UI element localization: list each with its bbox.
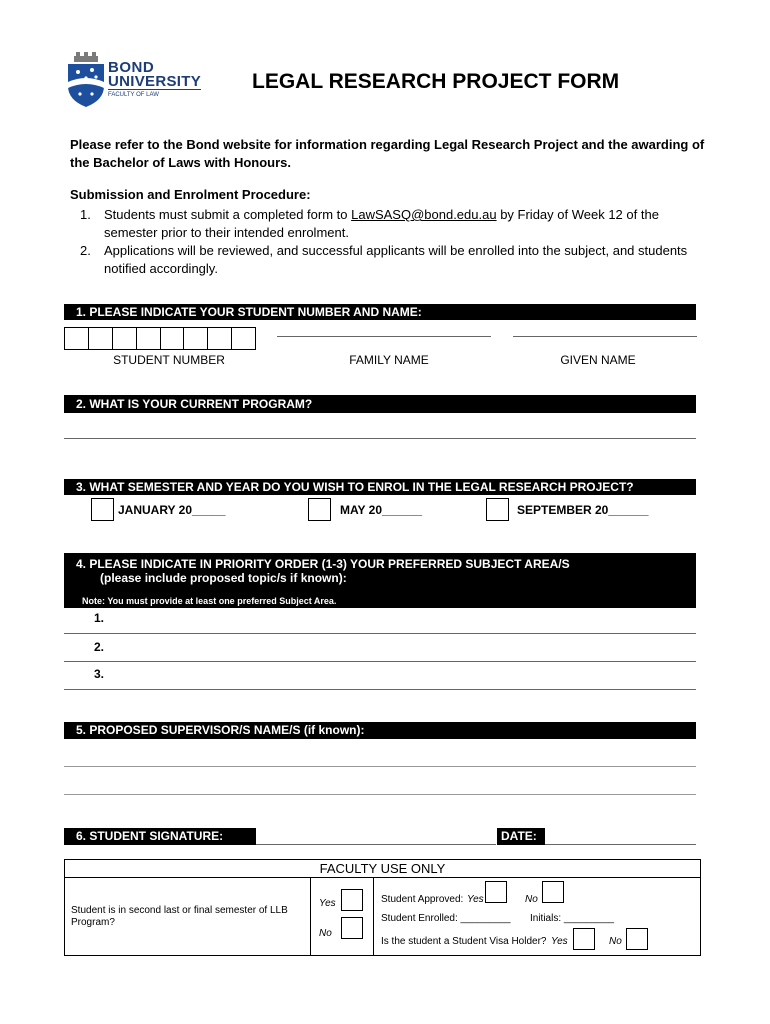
supervisor-field-2[interactable] xyxy=(64,794,696,795)
final-semester-no-checkbox[interactable] xyxy=(341,917,363,939)
email-link[interactable]: LawSASQ@bond.edu.au xyxy=(351,207,497,222)
step-1-text-end: by Friday of Week 12 of the semester prior to their intended enrolment. xyxy=(104,207,659,240)
given-name-label: GIVEN NAME xyxy=(560,353,636,367)
visa-yes-label: Yes xyxy=(551,936,568,947)
section-4-heading xyxy=(64,553,696,608)
date-field[interactable] xyxy=(545,844,696,845)
section-4-note: Note: You must provide at least one preferred Subject Area. xyxy=(82,596,337,606)
section-4-heading-line-2: (please include proposed topic/s if known): xyxy=(100,571,347,585)
section-1-heading: 1. PLEASE INDICATE YOUR STUDENT NUMBER AND NAME: xyxy=(64,304,696,320)
final-semester-no-label: No xyxy=(319,928,332,939)
step-number: 2. xyxy=(80,243,91,258)
step-2-text: Applications will be reviewed, and successful applicants will be enrolled into the subject, and students notified accordingly. xyxy=(104,243,688,276)
section-4-heading-line-1: 4. PLEASE INDICATE IN PRIORITY ORDER (1-3) YOUR PREFERRED SUBJECT AREA/S xyxy=(76,557,570,571)
student-number-boxes[interactable] xyxy=(64,327,256,350)
family-name-field[interactable] xyxy=(277,336,491,337)
procedure-step-1 xyxy=(70,206,700,242)
page-title: LEGAL RESEARCH PROJECT FORM xyxy=(252,70,620,93)
subject-area-3-field[interactable] xyxy=(64,689,696,690)
logo-text-university: UNIVERSITY xyxy=(108,73,202,90)
approved-yes-label: Yes xyxy=(467,894,484,905)
logo-text-faculty: FACULTY OF LAW xyxy=(108,92,159,98)
subject-area-2-number: 2. xyxy=(94,640,105,654)
september-checkbox[interactable] xyxy=(486,498,509,521)
approved-no-checkbox[interactable] xyxy=(542,881,564,903)
current-program-field[interactable] xyxy=(64,438,696,439)
student-enrolled-field[interactable]: Student Enrolled: _________ xyxy=(381,913,511,924)
initials-field[interactable]: Initials: _________ xyxy=(530,913,614,924)
january-option-label: JANUARY 20_____ xyxy=(118,503,226,517)
intro-text: Please refer to the Bond website for information regarding Legal Research Project and the awarding of the Bachelor of Laws with Honours. xyxy=(70,137,705,170)
student-number-label: STUDENT NUMBER xyxy=(113,353,225,367)
step-number: 1. xyxy=(80,207,91,222)
given-name-field[interactable] xyxy=(513,336,697,337)
may-option-label: MAY 20______ xyxy=(340,503,423,517)
student-approved-label: Student Approved: xyxy=(381,894,464,905)
section-3-heading: 3. WHAT SEMESTER AND YEAR DO YOU WISH TO ENROL IN THE LEGAL RESEARCH PROJECT? xyxy=(64,479,696,495)
visa-no-label: No xyxy=(609,936,622,947)
approved-no-label: No xyxy=(525,894,538,905)
family-name-label: FAMILY NAME xyxy=(349,353,429,367)
visa-holder-label: Is the student a Student Visa Holder? xyxy=(381,936,547,947)
final-semester-question: Student is in second last or final semester of LLB Program? xyxy=(71,905,288,928)
final-semester-yes-checkbox[interactable] xyxy=(341,889,363,911)
subject-area-3-number: 3. xyxy=(94,667,105,681)
step-1-text-start: Students must submit a completed form to xyxy=(104,207,352,222)
procedure-step-2 xyxy=(70,242,700,278)
faculty-use-table xyxy=(64,859,701,956)
faculty-use-heading: FACULTY USE ONLY xyxy=(65,860,700,878)
date-label: DATE: xyxy=(497,828,545,845)
logo-text-bond: BOND xyxy=(108,59,155,76)
visa-yes-checkbox[interactable] xyxy=(573,928,595,950)
september-option-label: SEPTEMBER 20______ xyxy=(517,503,649,517)
procedure-heading: Submission and Enrolment Procedure: xyxy=(70,187,311,202)
section-5-heading: 5. PROPOSED SUPERVISOR/S NAME/S (if known): xyxy=(64,722,696,739)
section-2-heading: 2. WHAT IS YOUR CURRENT PROGRAM? xyxy=(64,395,696,413)
subject-area-1-number: 1. xyxy=(94,611,105,625)
approved-yes-checkbox[interactable] xyxy=(485,881,507,903)
subject-area-1-field[interactable] xyxy=(64,633,696,634)
bond-university-logo xyxy=(66,52,206,108)
subject-area-2-field[interactable] xyxy=(64,661,696,662)
january-checkbox[interactable] xyxy=(91,498,114,521)
visa-no-checkbox[interactable] xyxy=(626,928,648,950)
final-semester-yes-label: Yes xyxy=(319,898,336,909)
shield-crest-icon xyxy=(66,52,106,108)
student-signature-field[interactable] xyxy=(256,844,496,845)
student-signature-label: 6. STUDENT SIGNATURE: xyxy=(64,828,256,845)
may-checkbox[interactable] xyxy=(308,498,331,521)
supervisor-field-1[interactable] xyxy=(64,766,696,767)
